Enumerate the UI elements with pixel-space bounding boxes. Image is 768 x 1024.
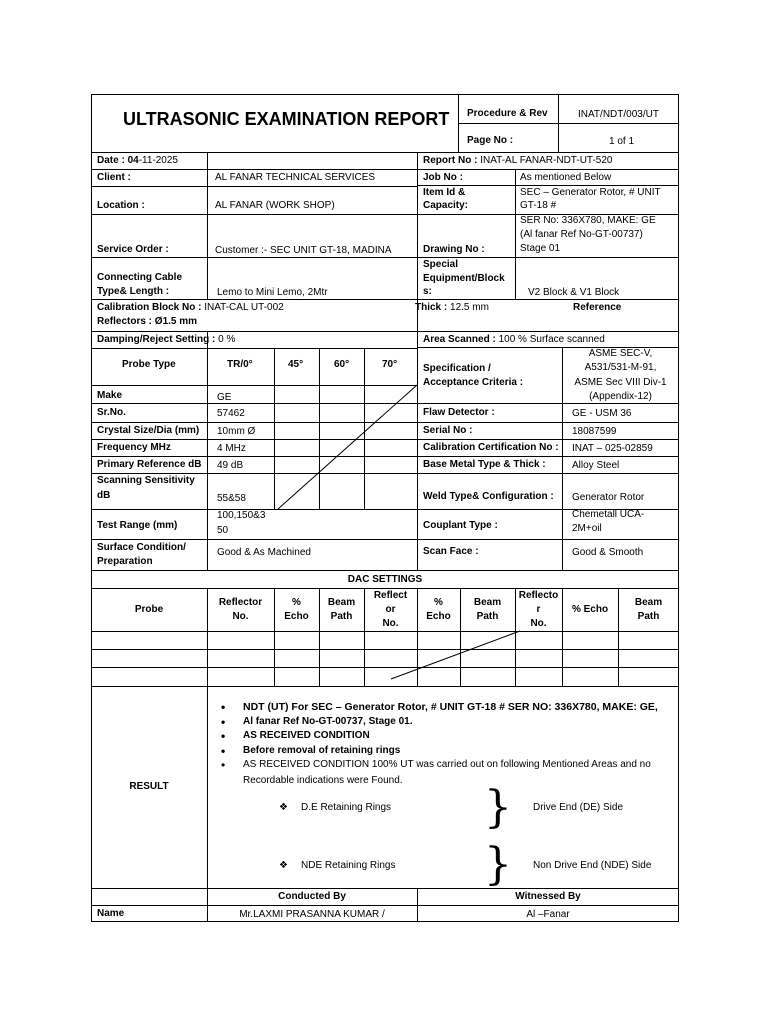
test-range-label: Test Range (mm) — [97, 520, 178, 531]
report-no: Report No : INAT-AL FANAR-NDT-UT-520 — [423, 155, 613, 166]
drawing-label: Drawing No : — [423, 244, 485, 255]
page-value: 1 of 1 — [609, 136, 635, 147]
make-value: GE — [217, 392, 232, 403]
cal-block: Calibration Block No : INAT-CAL UT-002 — [97, 302, 284, 313]
angle-0: TR/0° — [227, 359, 253, 370]
dac-beam-2-a: Beam — [473, 597, 502, 608]
spec-label-2: Acceptance Criteria : — [423, 377, 524, 388]
scan-face-label: Scan Face : — [423, 546, 479, 557]
test-range-value-2: 50 — [217, 525, 229, 536]
dac-title: DAC SETTINGS — [347, 574, 423, 585]
procedure-value: INAT/NDT/003/UT — [578, 109, 659, 120]
serial-label: Serial No : — [423, 425, 473, 436]
angle-45: 45° — [288, 359, 304, 370]
dac-reflector-3-b: r — [536, 604, 541, 615]
cable-value: Lemo to Mini Lemo, 2Mtr — [217, 287, 328, 298]
client-label: Client : — [97, 172, 131, 183]
page-label: Page No : — [467, 135, 514, 146]
primary-ref-value: 49 dB — [217, 460, 244, 471]
damping: Damping/Reject Setting : 0 % — [97, 334, 236, 345]
spec-value-2: A531/531-M-91, — [584, 362, 657, 373]
frequency-value: 4 MHz — [217, 443, 246, 454]
test-range-value-1: 100,150&3 — [217, 510, 266, 521]
de-retaining-rings: D.E Retaining Rings — [301, 802, 392, 813]
dac-beam-2-b: Path — [476, 611, 499, 622]
thick: Thick : 12.5 mm — [415, 302, 489, 313]
special-value: V2 Block & V1 Block — [528, 287, 620, 298]
dac-probe: Probe — [134, 604, 164, 615]
result-line-1: • NDT (UT) For SEC – Generator Rotor, # UNIT GT-18 # SER NO: 336X780, MAKE: GE, — [215, 700, 675, 715]
base-metal-label: Base Metal Type & Thick : — [423, 459, 546, 470]
nde-retaining-rings: NDE Retaining Rings — [301, 860, 396, 871]
item-value-5: Stage 01 — [520, 243, 561, 254]
surface-label-1: Surface Condition/ — [97, 542, 186, 553]
dac-reflector-1-a: Reflector — [218, 597, 263, 608]
reference-label: Reference — [573, 302, 622, 313]
srno-label: Sr.No. — [97, 407, 126, 418]
special-label-3: s: — [423, 286, 432, 297]
spec-label-1: Specification / — [423, 363, 491, 374]
cable-label-1: Connecting Cable — [97, 272, 183, 283]
witnessed-by-label: Witnessed By — [515, 891, 581, 902]
primary-ref-label: Primary Reference dB — [97, 459, 202, 470]
result-list — [215, 700, 675, 773]
witnessed-name: Al –Fanar — [526, 909, 570, 920]
dac-echo-2-b: Echo — [426, 611, 451, 622]
crystal-value: 10mm Ø — [217, 426, 256, 437]
base-metal-value: Alloy Steel — [572, 460, 620, 471]
weld-type-label: Weld Type& Configuration : — [423, 491, 554, 502]
spec-value-1: ASME SEC-V, — [588, 348, 653, 359]
report-title: ULTRASONIC EXAMINATION REPORT — [123, 109, 450, 129]
dac-reflector-3-c: No. — [530, 618, 547, 629]
weld-type-value: Generator Rotor — [572, 492, 645, 503]
scan-sens-label-2: dB — [97, 490, 111, 501]
dac-reflector-1-b: No. — [232, 611, 249, 622]
result-label: RESULT — [129, 781, 169, 792]
name-label: Name — [97, 908, 125, 919]
dac-echo-1-a: % — [292, 597, 301, 608]
couplant-label: Couplant Type : — [423, 520, 498, 531]
make-label: Make — [97, 390, 123, 401]
couplant-value-2: 2M+oil — [572, 523, 602, 534]
result-line-3: • AS RECEIVED CONDITION — [215, 729, 675, 744]
diamond-bullet-icon: ❖ — [279, 802, 288, 813]
cable-label-2: Type& Length : — [97, 286, 170, 297]
probe-cancel-line — [274, 385, 417, 509]
location-value: AL FANAR (WORK SHOP) — [215, 200, 335, 211]
spec-value-4: (Appendix-12) — [589, 391, 652, 402]
angle-60: 60° — [334, 359, 350, 370]
date-label: Date : 04-11-2025 — [97, 155, 178, 166]
result-line-2: • Al fanar Ref No-GT-00737, Stage 01. — [215, 715, 675, 730]
dac-reflector-3-a: Reflecto — [518, 590, 559, 601]
conducted-name: Mr.LAXMI PRASANNA KUMAR / — [239, 909, 385, 920]
dac-beam-3-b: Path — [637, 611, 660, 622]
diamond-bullet-icon: ❖ — [279, 860, 288, 871]
result-line-5: • AS RECEIVED CONDITION 100% UT was carried out on following Mentioned Areas and no — [215, 758, 675, 773]
job-label: Job No : — [423, 172, 463, 183]
nde-side: Non Drive End (NDE) Side — [533, 860, 652, 871]
couplant-value-1: Chemetall UCA- — [572, 509, 645, 520]
surface-label-2: Preparation — [97, 556, 153, 567]
srno-value: 57462 — [217, 408, 245, 419]
dac-beam-3-a: Beam — [634, 597, 663, 608]
conducted-by-label: Conducted By — [278, 891, 346, 902]
procedure-label: Procedure & Rev — [467, 108, 548, 119]
location-label: Location : — [97, 200, 145, 211]
dac-echo-3: % Echo — [571, 604, 609, 615]
de-side: Drive End (DE) Side — [533, 802, 624, 813]
service-order-value: Customer :- SEC UNIT GT-18, MADINA — [215, 245, 392, 256]
serial-value: 18087599 — [572, 426, 617, 437]
probe-type-label: Probe Type — [122, 359, 176, 370]
surface-value: Good & As Machined — [217, 547, 311, 558]
scan-face-value: Good & Smooth — [572, 547, 644, 558]
area-scanned: Area Scanned : 100 % Surface scanned — [423, 334, 605, 345]
cal-cert-label: Calibration Certification No : — [423, 442, 559, 453]
client-value: AL FANAR TECHNICAL SERVICES — [215, 172, 376, 183]
dac-reflector-2-a: Reflect — [373, 590, 408, 601]
scan-sens-label-1: Scanning Sensitivity — [97, 475, 195, 486]
item-value-3: SER No: 336X780, MAKE: GE — [520, 215, 656, 226]
dac-reflector-2-c: No. — [382, 618, 399, 629]
item-value-1: SEC – Generator Rotor, # UNIT — [520, 187, 661, 198]
job-value: As mentioned Below — [520, 172, 612, 183]
special-label-1: Special — [423, 259, 459, 270]
scan-sens-value: 55&58 — [217, 493, 246, 504]
angle-70: 70° — [382, 359, 398, 370]
dac-echo-2-a: % — [434, 597, 443, 608]
report-sheet — [91, 94, 679, 922]
frequency-label: Frequency MHz — [97, 442, 171, 453]
item-label: Item Id & — [423, 187, 466, 198]
result-line-6: Recordable indications were Found. — [243, 775, 403, 786]
cal-cert-value: INAT – 025-02859 — [572, 443, 653, 454]
capacity-label: Capacity: — [423, 200, 469, 211]
flaw-detector-value: GE - USM 36 — [572, 408, 632, 419]
result-line-4: • Before removal of retaining rings — [215, 744, 675, 759]
dac-echo-1-b: Echo — [284, 611, 309, 622]
dac-cancel-line — [364, 631, 524, 686]
item-value-2: GT-18 # — [520, 200, 557, 211]
brace-icon: } — [484, 839, 512, 890]
crystal-label: Crystal Size/Dia (mm) — [97, 425, 200, 436]
dac-beam-1-a: Beam — [327, 597, 356, 608]
dac-reflector-2-b: or — [385, 604, 396, 615]
special-label-2: Equipment/Block — [423, 273, 505, 284]
flaw-detector-label: Flaw Detector : — [423, 407, 495, 418]
spec-value-3: ASME Sec VIII Div-1 — [574, 377, 667, 388]
dac-beam-1-b: Path — [330, 611, 353, 622]
service-order-label: Service Order : — [97, 244, 169, 255]
item-value-4: (Al fanar Ref No-GT-00737) — [520, 229, 643, 240]
reflectors-label: Reflectors : Ø1.5 mm — [97, 316, 198, 327]
brace-icon: } — [484, 782, 512, 833]
